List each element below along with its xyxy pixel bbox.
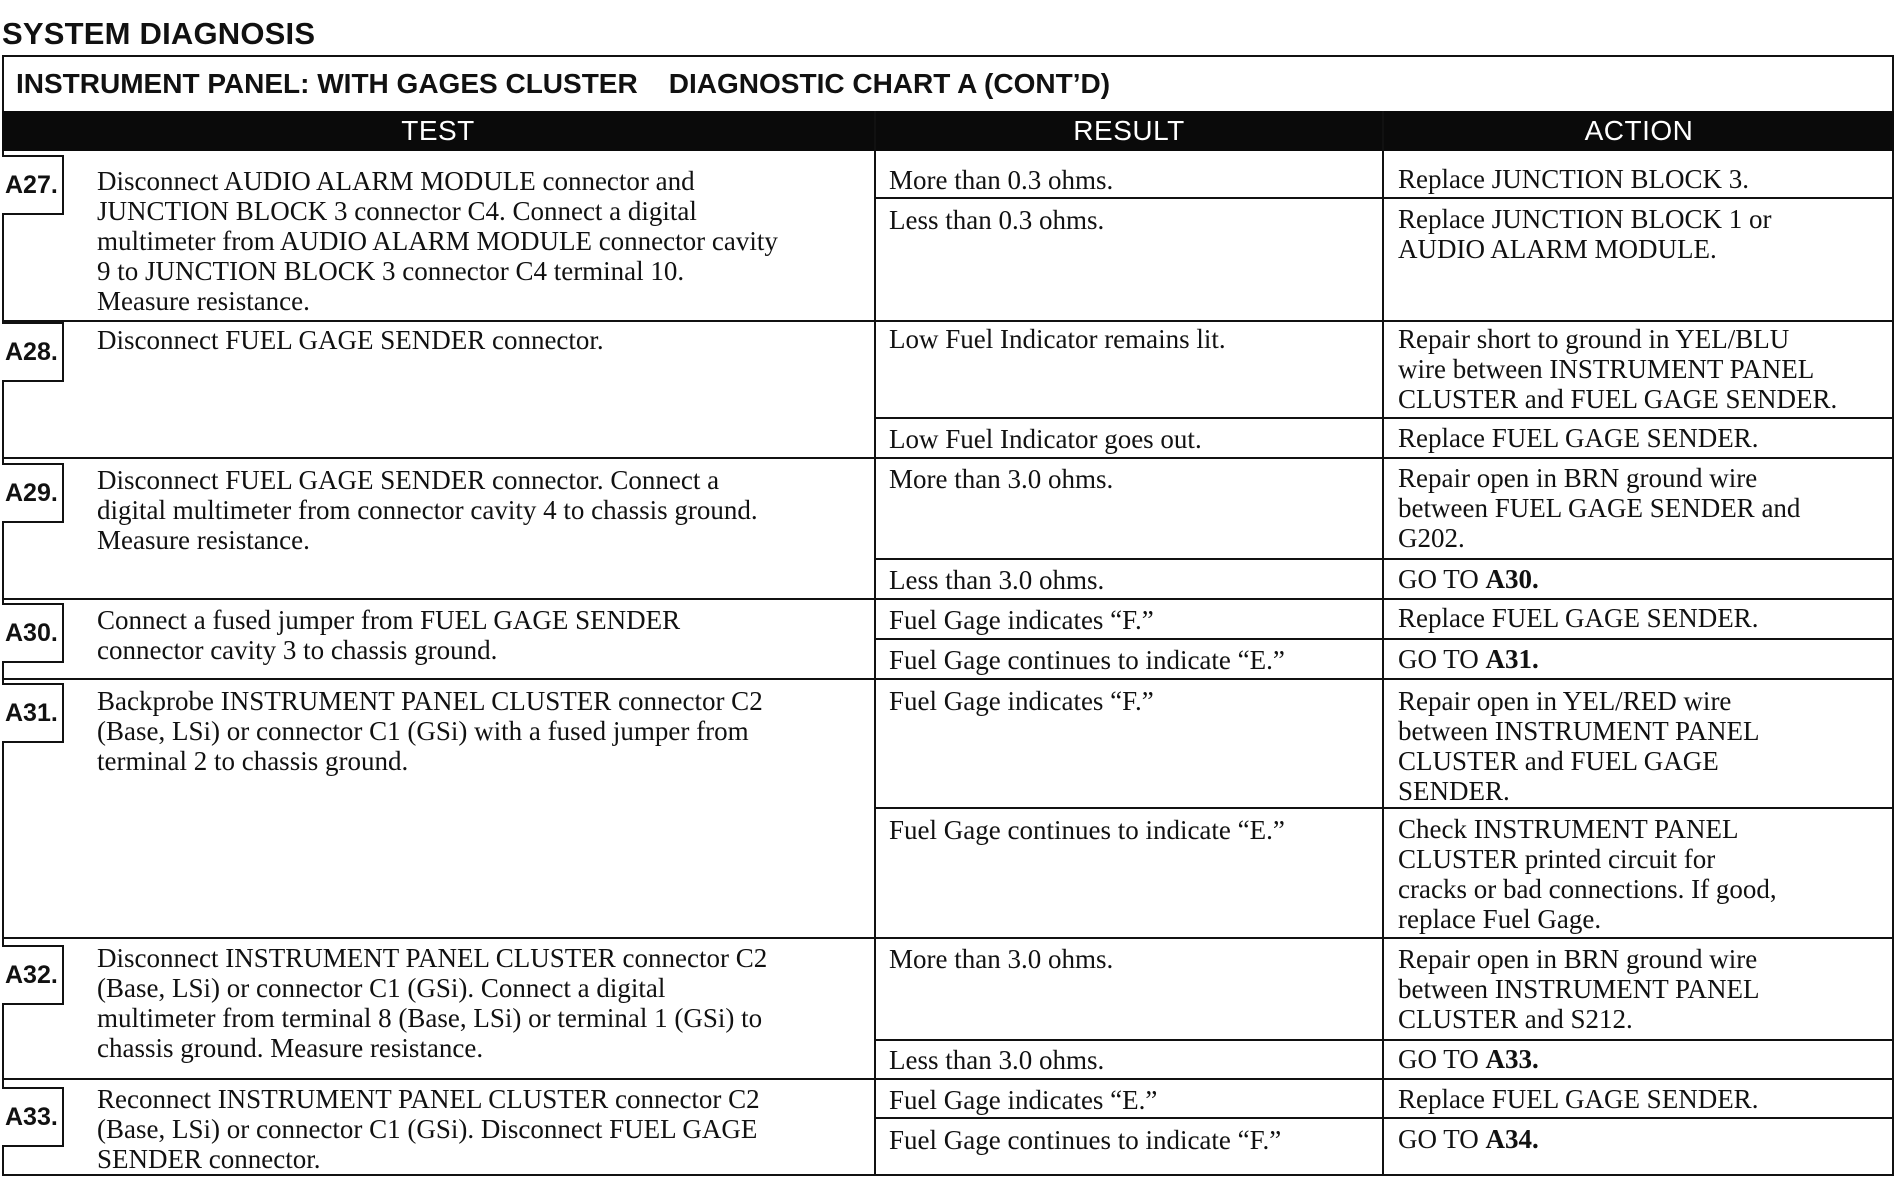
step-result: More than 0.3 ohms. [889,165,1114,195]
step-test-a32: Disconnect INSTRUMENT PANEL CLUSTER connector C2 (Base, LSi) or connector C1 (GSi). Connect a digital multimeter from terminal 8 (Base, LSi) or terminal 1 (GSi) to chassis ground. Measure resistance. [97,943,768,1063]
step-action: Replace JUNCTION BLOCK 1 or AUDIO ALARM MODULE. [1398,204,1772,264]
page-title: SYSTEM DIAGNOSIS [2,16,316,51]
step-action: Repair open in BRN ground wire between FUEL GAGE SENDER and G202. [1398,463,1801,553]
goto-step-ref: A34. [1485,1124,1539,1154]
step-test-a29: Disconnect FUEL GAGE SENDER connector. Connect a digital multimeter from connector cavity 4 to chassis ground. Measure resistance. [97,465,758,555]
step-test-a30: Connect a fused jumper from FUEL GAGE SENDER connector cavity 3 to chassis ground. [97,605,681,665]
step-action: Repair open in BRN ground wire between INSTRUMENT PANEL CLUSTER and S212. [1398,944,1760,1034]
step-action: Replace FUEL GAGE SENDER. [1398,1084,1759,1114]
outcome-divider [874,558,1894,560]
step-action [1398,1044,1539,1074]
step-action [1398,1124,1539,1154]
test-column-header: TEST [401,115,475,146]
step-test-a28: Disconnect FUEL GAGE SENDER connector. [97,325,604,355]
step-action: Replace JUNCTION BLOCK 3. [1398,164,1749,194]
step-action: Repair open in YEL/RED wire between INSTRUMENT PANEL CLUSTER and FUEL GAGE SENDER. [1398,686,1760,806]
goto-text: GO TO [1398,1124,1486,1154]
step-action [1398,644,1539,674]
result-column-header: RESULT [1073,115,1185,146]
goto-step-ref: A33. [1485,1044,1539,1074]
step-result: Fuel Gage indicates “F.” [889,686,1154,716]
step-result: Fuel Gage indicates “E.” [889,1085,1158,1115]
step-result: Fuel Gage continues to indicate “E.” [889,815,1285,845]
step-id-a32: A32. [2,945,64,1005]
outcome-divider [874,1039,1894,1041]
column-divider [874,111,876,1176]
step-action: Replace FUEL GAGE SENDER. [1398,423,1759,453]
step-result: Fuel Gage indicates “F.” [889,605,1154,635]
step-id-a31: A31. [2,683,64,743]
step-action: Check INSTRUMENT PANEL CLUSTER printed circuit for cracks or bad connections. If good, replace Fuel Gage. [1398,814,1777,934]
step-action: Repair short to ground in YEL/BLU wire between INSTRUMENT PANEL CLUSTER and FUEL GAGE SENDER. [1398,324,1838,414]
column-divider [1382,111,1384,1176]
step-id-a33: A33. [2,1087,64,1147]
step-action: Replace FUEL GAGE SENDER. [1398,603,1759,633]
step-result: Less than 0.3 ohms. [889,205,1105,235]
chart-title: INSTRUMENT PANEL: WITH GAGES CLUSTER DIAGNOSTIC CHART A (CONT’D) [16,68,1111,99]
outcome-divider [874,807,1894,809]
action-column-header: ACTION [1584,115,1694,146]
goto-text: GO TO [1398,1044,1486,1074]
step-divider [2,598,1894,600]
step-id-a27: A27. [2,155,64,215]
step-result: Less than 3.0 ohms. [889,1045,1105,1075]
goto-step-ref: A31. [1485,644,1539,674]
step-result: Less than 3.0 ohms. [889,565,1105,595]
step-divider [2,1078,1894,1080]
outcome-divider [874,1117,1894,1119]
goto-text: GO TO [1398,644,1486,674]
step-id-a30: A30. [2,603,64,663]
outcome-divider [874,638,1894,640]
step-test-a31: Backprobe INSTRUMENT PANEL CLUSTER connector C2 (Base, LSi) or connector C1 (GSi) with a fused jumper from terminal 2 to chassis ground. [97,686,763,776]
step-test-a27: Disconnect AUDIO ALARM MODULE connector and JUNCTION BLOCK 3 connector C4. Connect a digital multimeter from AUDIO ALARM MODULE connector cavity 9 to JUNCTION BLOCK 3 connector C4 terminal 10. Measure resistance. [97,166,778,316]
step-result: Fuel Gage continues to indicate “E.” [889,645,1285,675]
step-result: Fuel Gage continues to indicate “F.” [889,1125,1282,1155]
goto-text: GO TO [1398,564,1486,594]
outcome-divider [874,197,1894,199]
step-divider [2,457,1894,459]
step-result: Low Fuel Indicator remains lit. [889,324,1226,354]
step-id-a29: A29. [2,463,64,523]
goto-step-ref: A30. [1485,564,1539,594]
step-divider [2,320,1894,322]
step-divider [2,678,1894,680]
step-action [1398,564,1539,594]
step-divider [2,937,1894,939]
step-result: Low Fuel Indicator goes out. [889,424,1202,454]
step-test-a33: Reconnect INSTRUMENT PANEL CLUSTER connector C2 (Base, LSi) or connector C1 (GSi). Disconnect FUEL GAGE SENDER connector. [97,1084,760,1174]
step-result: More than 3.0 ohms. [889,464,1114,494]
outcome-divider [874,417,1894,419]
step-result: More than 3.0 ohms. [889,944,1114,974]
step-id-a28: A28. [2,322,64,382]
